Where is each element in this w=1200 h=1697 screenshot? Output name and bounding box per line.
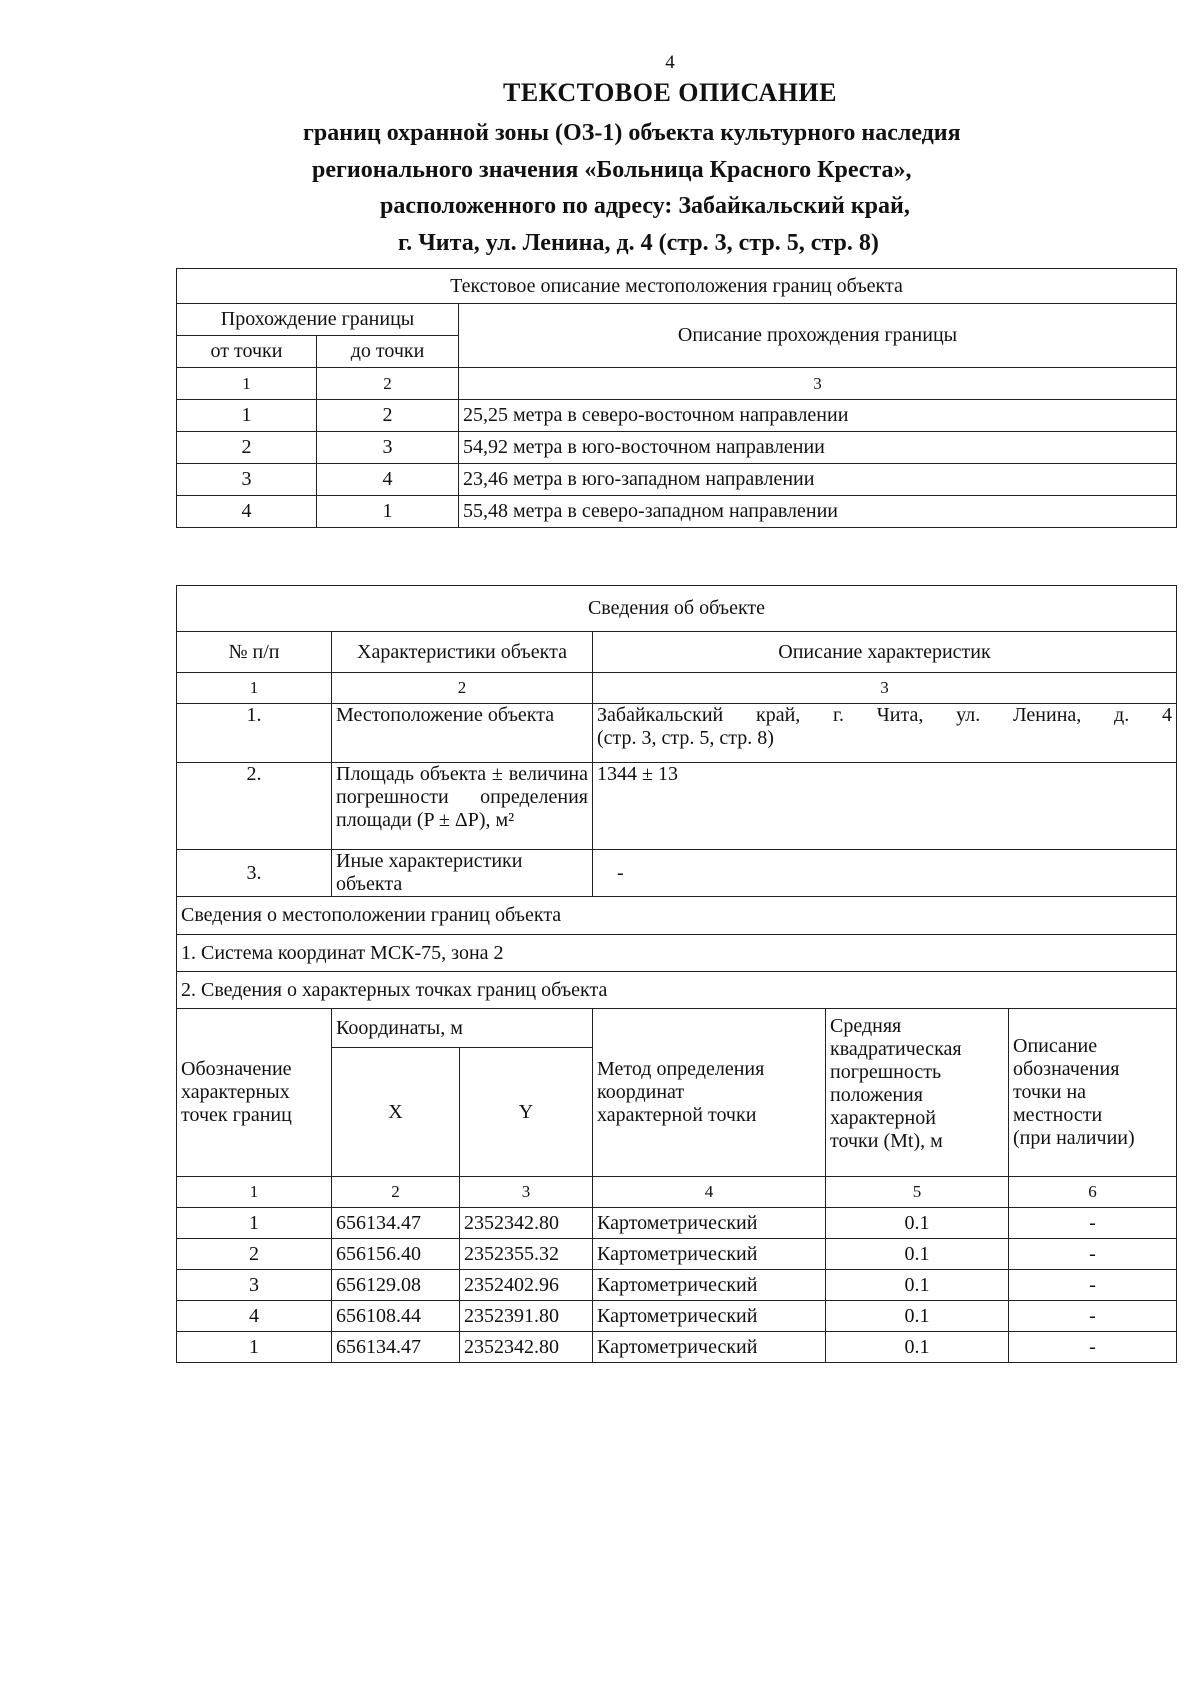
method-header	[593, 1009, 826, 1177]
point-x: 656108.44	[332, 1301, 460, 1332]
point-y: 2352342.80	[460, 1332, 593, 1363]
point-y: 2352355.32	[460, 1239, 593, 1270]
row-number: 3.	[177, 850, 332, 897]
points-section-header: 2. Сведения о характерных точках границ объекта	[177, 972, 1177, 1009]
point-marking: -	[1009, 1270, 1177, 1301]
area-label-line-2: погрешности определения	[336, 786, 588, 808]
to-point: 4	[317, 464, 459, 496]
characteristic-value: -	[593, 850, 1177, 897]
designation-header-line: характерных	[181, 1081, 290, 1103]
document-title: ТЕКСТОВОЕ ОПИСАНИЕ	[502, 78, 837, 107]
error-header-line: положения	[830, 1084, 923, 1106]
point-id: 2	[177, 1239, 332, 1270]
col-number: 2	[332, 1177, 460, 1208]
num-header: № п/п	[177, 632, 332, 673]
x-header: X	[332, 1048, 460, 1177]
col-number: 3	[459, 368, 1177, 400]
subtitle-line-2: регионального значения «Больница Красного Креста»,	[312, 157, 912, 183]
characteristic: Местоположение объекта	[332, 704, 593, 763]
marking-header-line: (при наличии)	[1013, 1127, 1135, 1149]
col-number: 1	[177, 673, 332, 704]
to-point: 2	[317, 400, 459, 432]
table-row	[177, 432, 1177, 464]
point-method: Картометрический	[593, 1239, 826, 1270]
method-header-line: координат	[597, 1081, 685, 1103]
table-row	[177, 464, 1177, 496]
error-header-line: точки (Mt), м	[830, 1130, 943, 1152]
area-label-line-1: Площадь объекта ± величина	[336, 763, 588, 785]
table-row	[177, 1208, 1177, 1239]
point-method: Картометрический	[593, 1332, 826, 1363]
marking-header-line: обозначения	[1013, 1058, 1120, 1080]
designation-header-line: Обозначение	[181, 1058, 292, 1080]
point-x: 656156.40	[332, 1239, 460, 1270]
segment-description: 54,92 метра в юго-восточном направлении	[459, 432, 1177, 464]
point-x: 656134.47	[332, 1332, 460, 1363]
object-table-caption: Сведения об объекте	[177, 586, 1177, 632]
marking-header	[1009, 1009, 1177, 1177]
from-point: 1	[177, 400, 317, 432]
from-point: 4	[177, 496, 317, 528]
point-y: 2352402.96	[460, 1270, 593, 1301]
col-number: 2	[332, 673, 593, 704]
point-marking: -	[1009, 1239, 1177, 1270]
segment-description: 23,46 метра в юго-западном направлении	[459, 464, 1177, 496]
table-row	[177, 1239, 1177, 1270]
row-number: 2.	[177, 763, 332, 850]
col-number: 2	[317, 368, 459, 400]
coordinates-header: Координаты, м	[332, 1009, 593, 1048]
error-header	[826, 1009, 1009, 1177]
characteristic-value	[593, 704, 1177, 763]
segment-description: 25,25 метра в северо-восточном направлении	[459, 400, 1177, 432]
row-number: 1.	[177, 704, 332, 763]
point-error: 0.1	[826, 1270, 1009, 1301]
point-error: 0.1	[826, 1239, 1009, 1270]
table-row	[177, 850, 1177, 897]
boundary-table	[176, 268, 1177, 528]
error-header-line: квадратическая	[830, 1038, 962, 1060]
error-header-line: Средняя	[830, 1015, 902, 1037]
point-marking: -	[1009, 1332, 1177, 1363]
table-row	[177, 496, 1177, 528]
characteristic	[332, 763, 593, 850]
table-row	[177, 1301, 1177, 1332]
boundary-group-header: Прохождение границы	[177, 304, 459, 336]
col-number: 3	[593, 673, 1177, 704]
point-y: 2352391.80	[460, 1301, 593, 1332]
col-number: 4	[593, 1177, 826, 1208]
method-header-line: Метод определения	[597, 1058, 765, 1080]
point-id: 1	[177, 1332, 332, 1363]
page-number: 4	[665, 52, 675, 73]
col-number: 6	[1009, 1177, 1177, 1208]
point-error: 0.1	[826, 1301, 1009, 1332]
point-method: Картометрический	[593, 1208, 826, 1239]
point-error: 0.1	[826, 1332, 1009, 1363]
to-point: 1	[317, 496, 459, 528]
table-row	[177, 1332, 1177, 1363]
description-header: Описание характеристик	[593, 632, 1177, 673]
from-point: 3	[177, 464, 317, 496]
location-line-1: Забайкальский край, г. Чита, ул. Ленина, д. 4	[597, 704, 1172, 726]
point-x: 656134.47	[332, 1208, 460, 1239]
col-number: 5	[826, 1177, 1009, 1208]
to-point: 3	[317, 432, 459, 464]
characteristic: Иные характеристики объекта	[332, 850, 593, 897]
point-id: 3	[177, 1270, 332, 1301]
coordinate-system: 1. Система координат МСК-75, зона 2	[177, 935, 1177, 972]
subtitle-line-4: г. Чита, ул. Ленина, д. 4 (стр. 3, стр. 5, стр. 8)	[398, 230, 879, 256]
point-marking: -	[1009, 1208, 1177, 1239]
location-section-header: Сведения о местоположении границ объекта	[177, 897, 1177, 935]
point-error: 0.1	[826, 1208, 1009, 1239]
boundary-from-header: от точки	[177, 336, 317, 368]
area-label-line-3: площади (P ± ΔP), м²	[336, 809, 515, 831]
point-marking: -	[1009, 1301, 1177, 1332]
point-method: Картометрический	[593, 1301, 826, 1332]
marking-header-line: местности	[1013, 1104, 1103, 1126]
y-header: Y	[460, 1048, 593, 1177]
table-row	[177, 1270, 1177, 1301]
point-id: 1	[177, 1208, 332, 1239]
characteristic-header: Характеристики объекта	[332, 632, 593, 673]
object-info-table	[176, 585, 1177, 1363]
point-x: 656129.08	[332, 1270, 460, 1301]
table-row	[177, 400, 1177, 432]
error-header-line: погрешность	[830, 1061, 942, 1083]
boundary-table-caption: Текстовое описание местоположения границ объекта	[177, 269, 1177, 304]
from-point: 2	[177, 432, 317, 464]
subtitle-line-1: границ охранной зоны (ОЗ-1) объекта культурного наследия	[303, 120, 961, 146]
characteristic-value: 1344 ± 13	[593, 763, 1177, 850]
point-id: 4	[177, 1301, 332, 1332]
method-header-line: характерной точки	[597, 1104, 757, 1126]
col-number: 1	[177, 368, 317, 400]
table-row	[177, 704, 1177, 763]
designation-header-line: точек границ	[181, 1104, 292, 1126]
point-y: 2352342.80	[460, 1208, 593, 1239]
table-row	[177, 763, 1177, 850]
marking-header-line: точки на	[1013, 1081, 1087, 1103]
point-method: Картометрический	[593, 1270, 826, 1301]
col-number: 1	[177, 1177, 332, 1208]
col-number: 3	[460, 1177, 593, 1208]
boundary-desc-header: Описание прохождения границы	[459, 304, 1177, 368]
location-line-2: (стр. 3, стр. 5, стр. 8)	[597, 727, 774, 749]
subtitle-line-3: расположенного по адресу: Забайкальский край,	[380, 193, 910, 219]
segment-description: 55,48 метра в северо-западном направлении	[459, 496, 1177, 528]
boundary-to-header: до точки	[317, 336, 459, 368]
designation-header	[177, 1009, 332, 1177]
error-header-line: характерной	[830, 1107, 936, 1129]
marking-header-line: Описание	[1013, 1035, 1098, 1057]
